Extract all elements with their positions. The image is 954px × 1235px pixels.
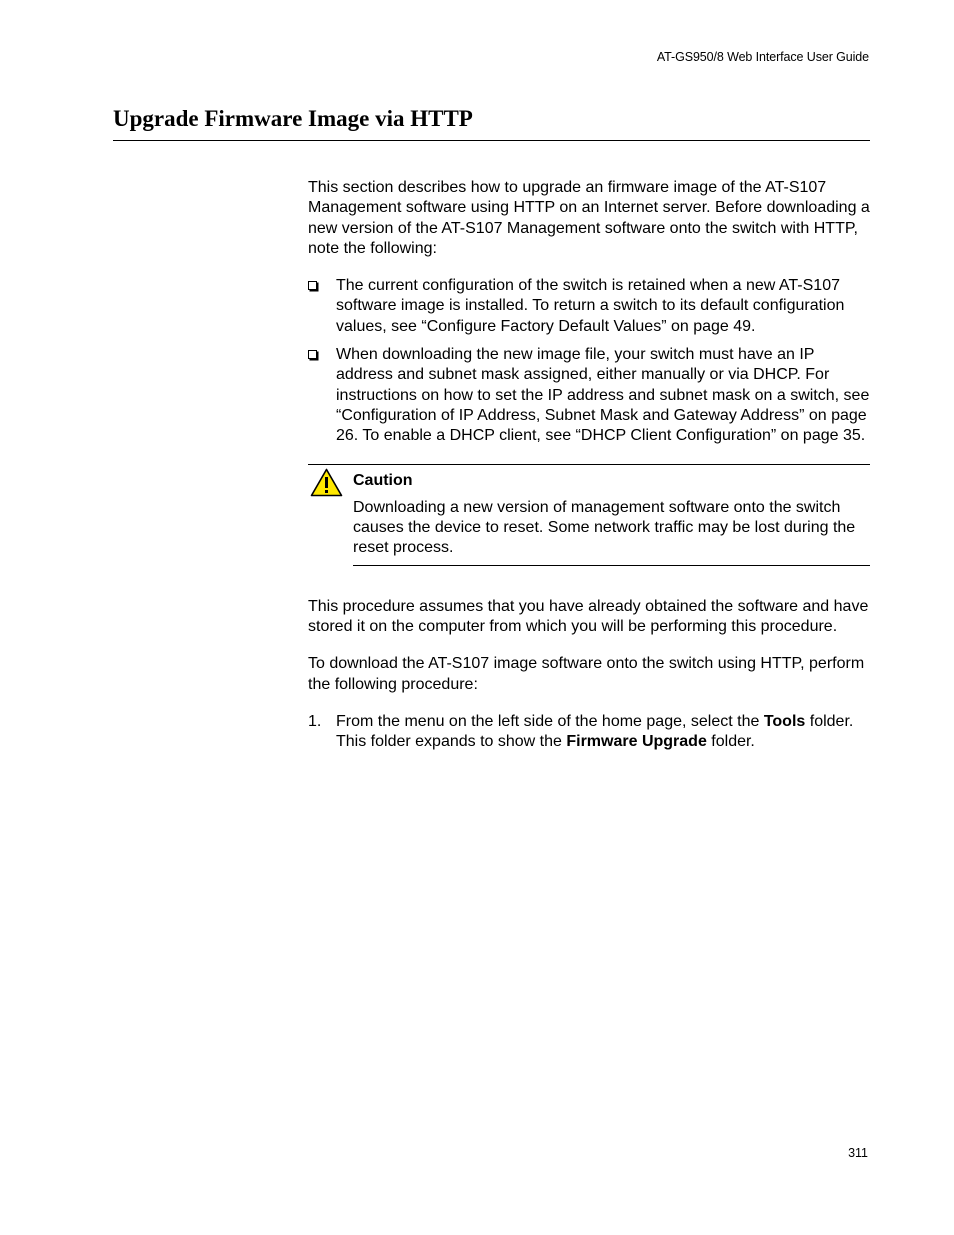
step-instruction	[336, 712, 870, 732]
page-number: 311	[848, 1146, 868, 1160]
procedure-step	[308, 712, 870, 753]
step-result-text: This folder expands to show the	[336, 733, 567, 751]
list-item-text: The current configuration of the switch is retained when a new AT-S107 software image is installed. To return a switch to its default configuration values, see “Configure Factory Default Values” on page 49.	[336, 277, 845, 335]
notes-list	[308, 276, 870, 446]
step-result	[336, 732, 870, 752]
assumption-paragraph: This procedure assumes that you have already obtained the software and have stored it on the computer from which you will be performing this procedure.	[308, 597, 869, 636]
procedure-steps	[308, 712, 870, 753]
step-bold-term: Tools	[763, 712, 806, 730]
caution-heading: Caution	[353, 471, 413, 489]
checkbox-bullet-icon	[308, 281, 317, 290]
running-header: AT-GS950/8 Web Interface User Guide	[656, 50, 869, 64]
caution-body: Downloading a new version of management software onto the switch causes the device to reset. Some network traffic may be lost during the reset process.	[353, 498, 870, 566]
warning-triangle-icon	[310, 468, 343, 497]
instructions-paragraph: To download the AT-S107 image software onto the switch using HTTP, perform the following procedure:	[308, 655, 865, 693]
intro-paragraph: This section describes how to upgrade an firmware image of the AT-S107 Management software using HTTP on an Internet server. Before downloading a new version of the AT-S107 Management software onto the switch with HTTP, note the following:	[308, 179, 870, 257]
title-rule	[113, 140, 870, 141]
step-number: 1.	[308, 712, 322, 730]
checkbox-bullet-icon	[308, 350, 317, 359]
step-result-bold-term: Firmware Upgrade	[566, 733, 707, 751]
main-content	[308, 178, 870, 753]
caution-box	[308, 464, 870, 566]
list-item-text: When downloading the new image file, your switch must have an IP address and subnet mask assigned, either manually or via DHCP. For instructions on how to set the IP address and subnet mask on a switch, see “Configuration of IP Address, Subnet Mask and Gateway Address” on page 26. To enable a DHCP client, see “DHCP Client Configuration” on page 35.	[336, 346, 870, 445]
list-item	[308, 345, 870, 446]
section-title: Upgrade Firmware Image via HTTP	[113, 106, 473, 131]
list-item	[308, 276, 870, 337]
step-text: From the menu on the left side of the home page, select the	[336, 712, 764, 730]
step-result-text: folder.	[706, 733, 755, 751]
step-text: folder.	[805, 712, 854, 730]
